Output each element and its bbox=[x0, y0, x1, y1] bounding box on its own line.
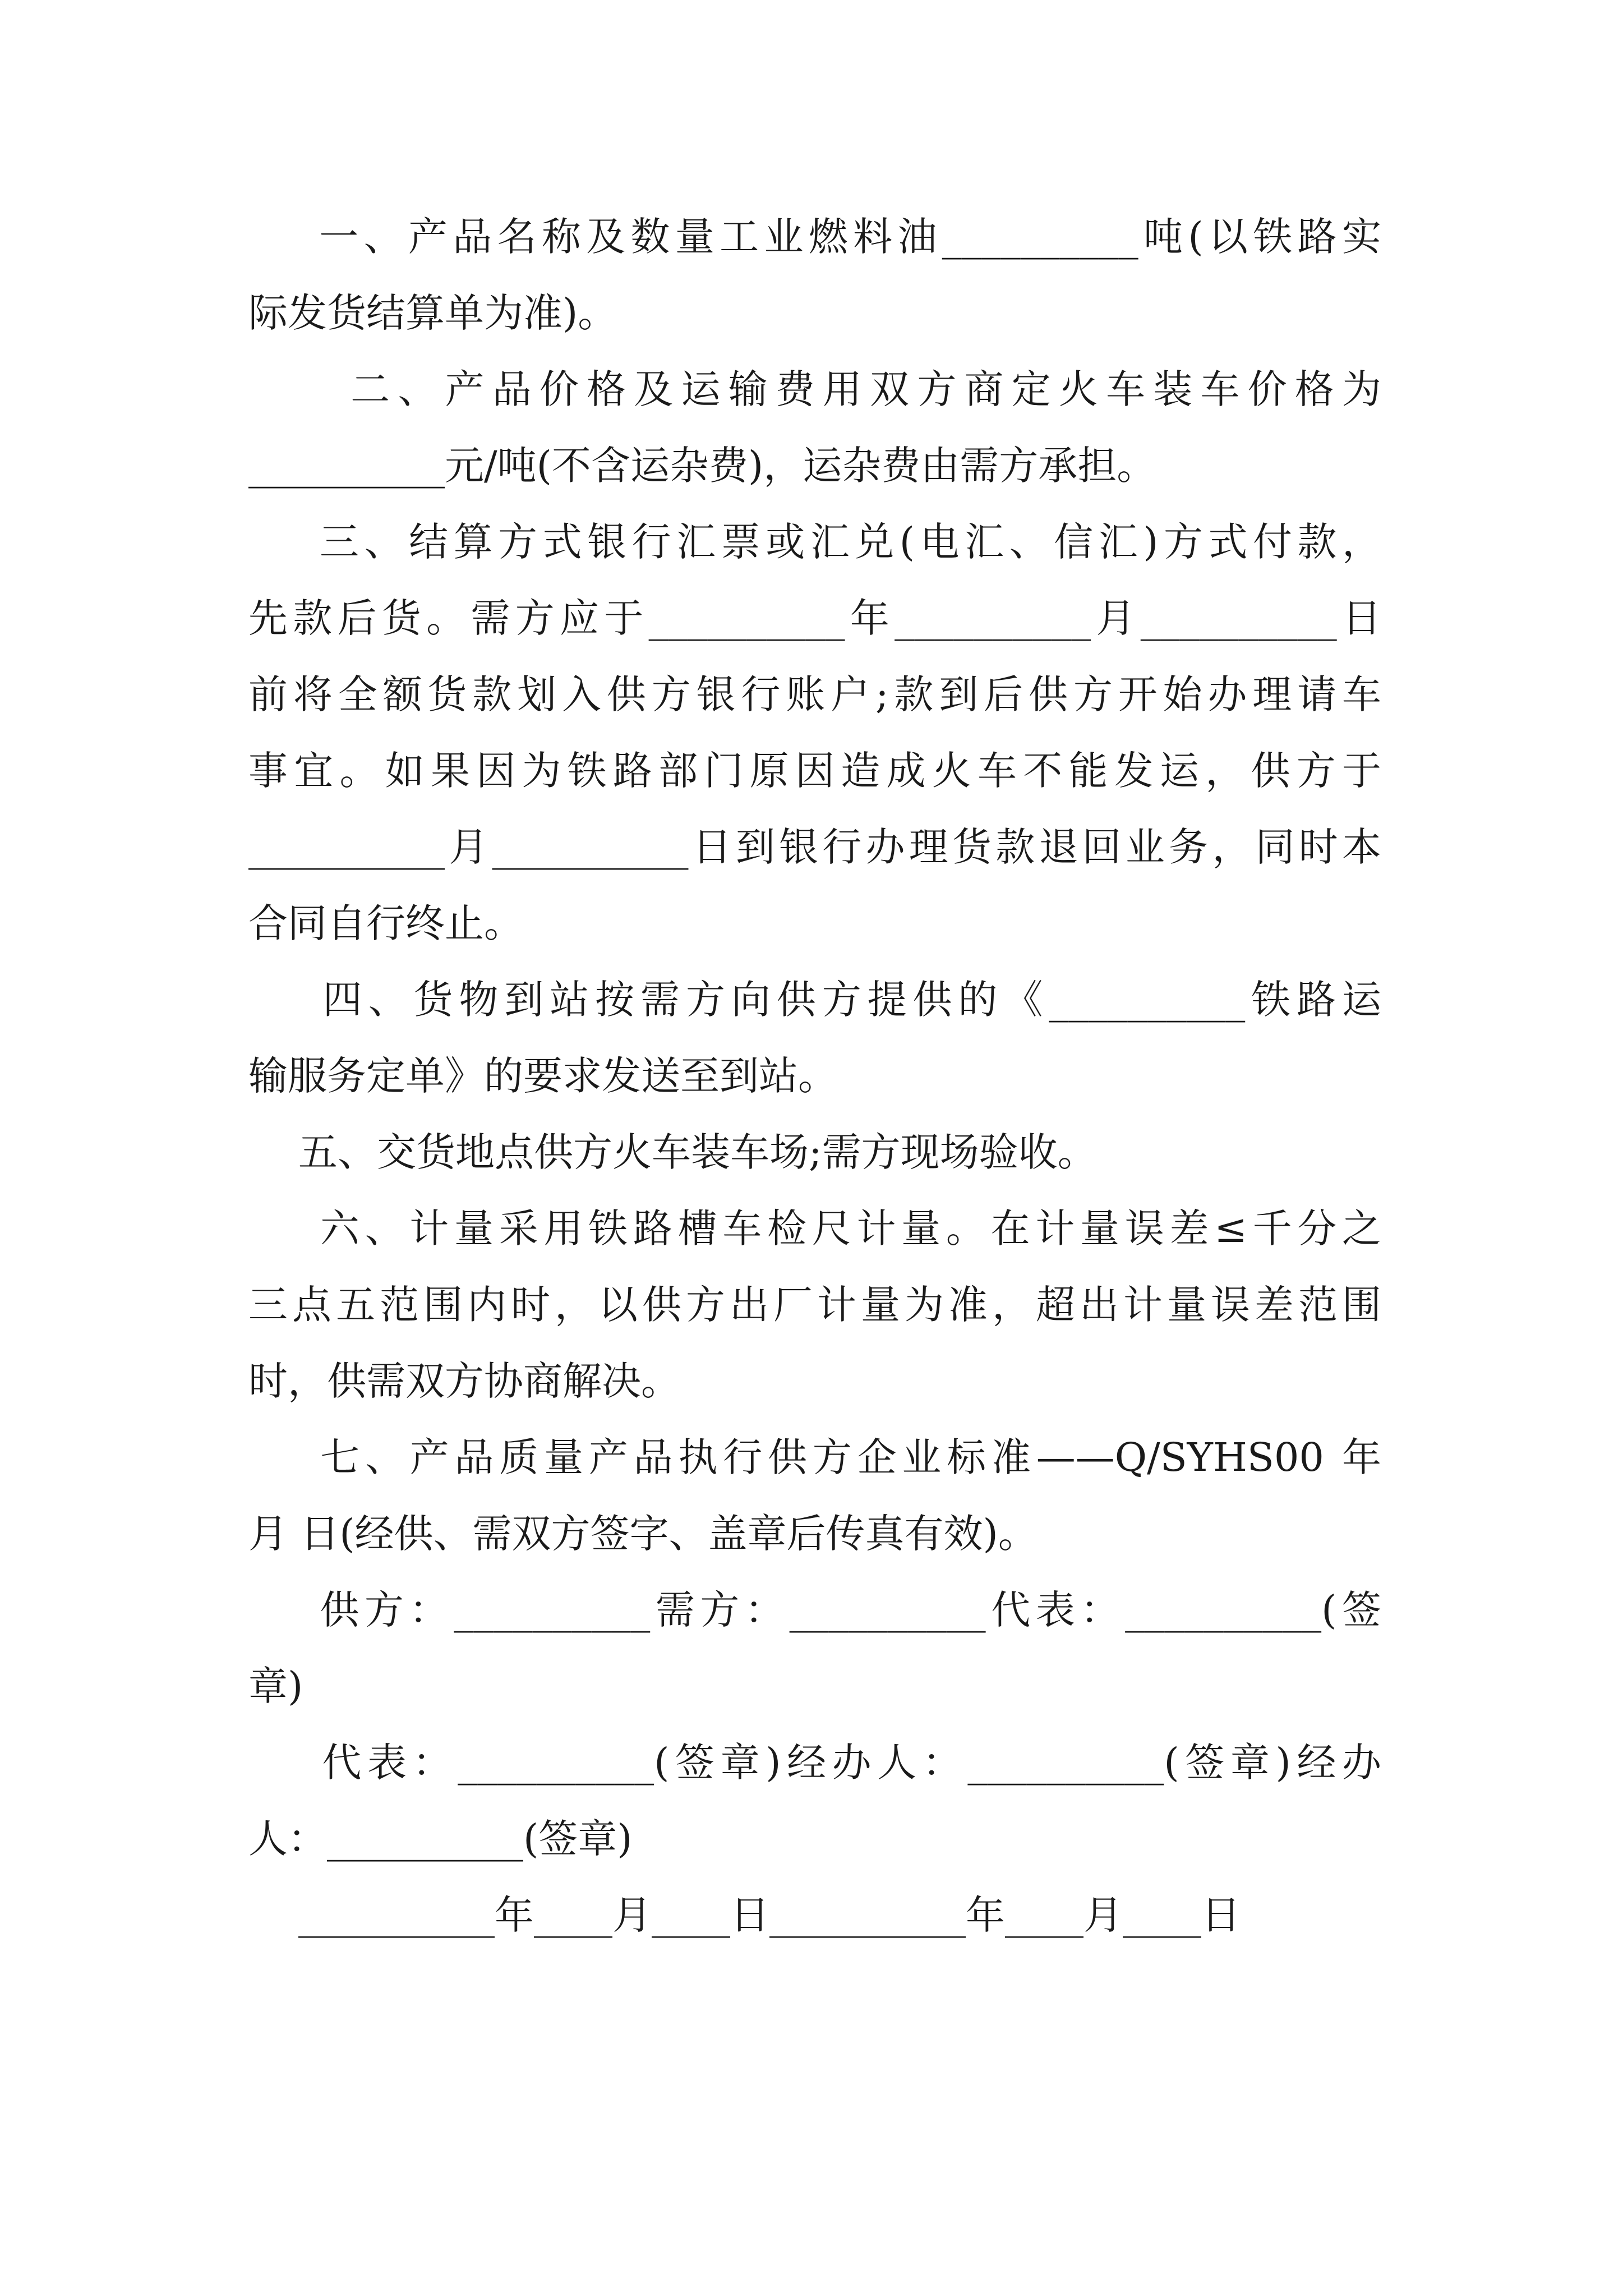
clause-6-line-1: 六、计量采用铁路槽车检尺计量。在计量误差≤千分之 bbox=[248, 1205, 1381, 1251]
clause-3-line-5: __________月__________日到银行办理货款退回业务，同时本 bbox=[248, 824, 1381, 870]
clause-3-line-2: 先款后货。需方应于__________年__________月__________日 bbox=[248, 595, 1381, 641]
clause-3-line-6: 合同自行终止。 bbox=[248, 900, 523, 946]
signature-line-4: 人：__________(签章) bbox=[248, 1816, 633, 1862]
clause-4-line-1: 四、货物到站按需方向供方提供的《__________铁路运 bbox=[248, 977, 1381, 1023]
clause-6-line-2: 三点五范围内时，以供方出厂计量为准，超出计量误差范围 bbox=[248, 1282, 1381, 1328]
clause-3-line-1: 三、结算方式银行汇票或汇兑(电汇、信汇)方式付款， bbox=[248, 519, 1381, 565]
clause-3-line-4: 事宜。如果因为铁路部门原因造成火车不能发运，供方于 bbox=[248, 748, 1381, 794]
clause-1-line-1: 一、产品名称及数量工业燃料油__________吨(以铁路实 bbox=[248, 214, 1381, 260]
clause-5-line-1: 五、交货地点供方火车装车场;需方现场验收。 bbox=[248, 1129, 1097, 1175]
date-line: __________年____月____日__________年____月____日 bbox=[248, 1892, 1241, 1938]
clause-2-line-1: 二、产品价格及运输费用双方商定火车装车价格为 bbox=[248, 366, 1381, 412]
signature-line-3: 代表：__________(签章)经办人：__________(签章)经办 bbox=[248, 1740, 1381, 1786]
clause-7-line-2: 月 日(经供、需双方签字、盖章后传真有效)。 bbox=[248, 1511, 1038, 1557]
signature-line-2: 章) bbox=[248, 1663, 303, 1709]
clause-1-line-2: 际发货结算单为准)。 bbox=[248, 290, 617, 336]
signature-line-1: 供方：__________需方：__________代表：__________(签 bbox=[248, 1587, 1381, 1633]
clause-6-line-3: 时，供需双方协商解决。 bbox=[248, 1358, 680, 1404]
clause-7-line-1: 七、产品质量产品执行供方企业标准——Q/SYHS00 年 bbox=[248, 1434, 1381, 1480]
clause-3-line-3: 前将全额货款划入供方银行账户;款到后供方开始办理请车 bbox=[248, 671, 1381, 717]
clause-2-line-2: __________元/吨(不含运杂费)，运杂费由需方承担。 bbox=[248, 443, 1156, 489]
clause-4-line-2: 输服务定单》的要求发送至到站。 bbox=[248, 1053, 837, 1099]
